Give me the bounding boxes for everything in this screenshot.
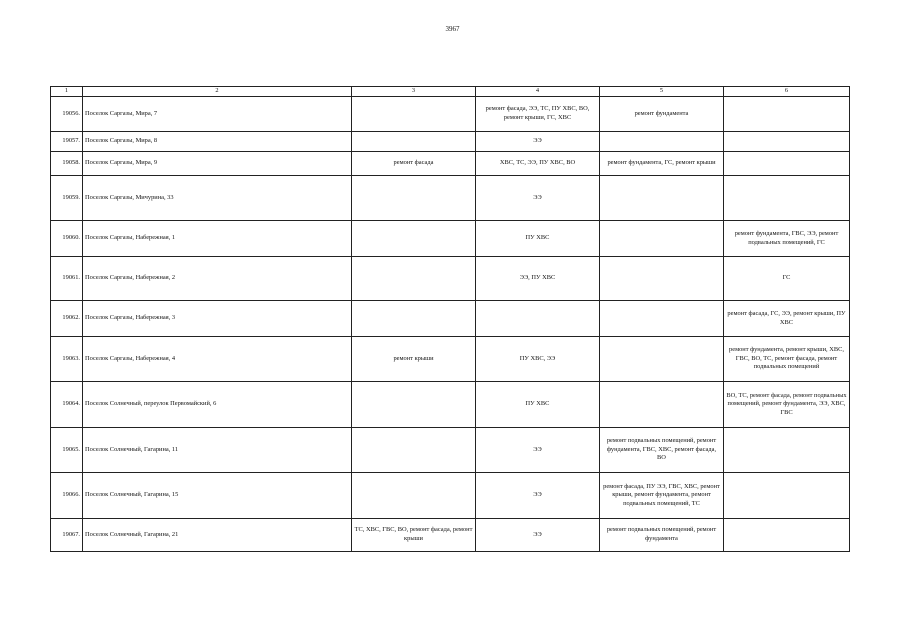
cell-col4: ПУ ХВС <box>476 221 600 257</box>
cell-col5 <box>600 221 724 257</box>
cell-col3 <box>352 97 476 132</box>
row-number: 19056. <box>51 97 83 132</box>
cell-col6: ремонт фасада, ГС, ЭЭ, ремонт крыши, ПУ ХВС <box>724 301 850 337</box>
page-number: 3967 <box>445 25 460 33</box>
cell-col5: ремонт фасада, ПУ ЭЭ, ГВС, ХВС, ремонт крыши, ремонт фундамента, ремонт подвальных помещений, ТС <box>600 473 724 519</box>
cell-col6: ремонт фундамента, ремонт крыши, ХВС, ГВС, ВО, ТС, ремонт фасада, ремонт подвальных помещений <box>724 337 850 382</box>
table-row <box>51 132 850 152</box>
cell-col6 <box>724 473 850 519</box>
cell-col4: ЭЭ <box>476 132 600 152</box>
cell-col3 <box>352 257 476 301</box>
cell-col4: ХВС, ТС, ЭЭ, ПУ ХВС, ВО <box>476 152 600 176</box>
table-row <box>51 152 850 176</box>
cell-col5 <box>600 257 724 301</box>
cell-col6 <box>724 519 850 552</box>
cell-col3: ремонт фасада <box>352 152 476 176</box>
cell-col6: ВО, ТС, ремонт фасада, ремонт подвальных помещений, ремонт фундамента, ЭЭ, ХВС, ГВС <box>724 382 850 428</box>
column-header: 1 <box>51 87 83 97</box>
table-row <box>51 382 850 428</box>
cell-col4: ПУ ХВС <box>476 382 600 428</box>
address-cell: Поселок Саргазы, Набережная, 2 <box>83 257 352 301</box>
row-number: 19064. <box>51 382 83 428</box>
cell-col6: ГС <box>724 257 850 301</box>
cell-col5 <box>600 132 724 152</box>
row-number: 19057. <box>51 132 83 152</box>
row-number: 19065. <box>51 428 83 473</box>
address-cell: Поселок Саргазы, Мичурина, 33 <box>83 176 352 221</box>
address-cell: Поселок Солнечный, Гагарина, 15 <box>83 473 352 519</box>
table-row <box>51 519 850 552</box>
column-header: 2 <box>83 87 352 97</box>
table-row <box>51 97 850 132</box>
cell-col4: ремонт фасада, ЭЭ, ТС, ПУ ХВС, ВО, ремонт крыши, ГС, ХВС <box>476 97 600 132</box>
table-row <box>51 301 850 337</box>
address-cell: Поселок Саргазы, Мира, 7 <box>83 97 352 132</box>
address-cell: Поселок Солнечный, переулок Первомайский, 6 <box>83 382 352 428</box>
table-row <box>51 257 850 301</box>
column-header: 5 <box>600 87 724 97</box>
column-header: 4 <box>476 87 600 97</box>
data-table <box>50 86 850 552</box>
address-cell: Поселок Саргазы, Набережная, 4 <box>83 337 352 382</box>
cell-col5 <box>600 301 724 337</box>
row-number: 19067. <box>51 519 83 552</box>
cell-col4: ЭЭ, ПУ ХВС <box>476 257 600 301</box>
table-row <box>51 221 850 257</box>
cell-col6: ремонт фундамента, ГВС, ЭЭ, ремонт подвальных помещений, ГС <box>724 221 850 257</box>
row-number: 19063. <box>51 337 83 382</box>
cell-col6 <box>724 97 850 132</box>
cell-col3: ремонт крыши <box>352 337 476 382</box>
cell-col5: ремонт фундамента, ГС, ремонт крыши <box>600 152 724 176</box>
cell-col6 <box>724 428 850 473</box>
row-number: 19059. <box>51 176 83 221</box>
cell-col4: ПУ ХВС, ЭЭ <box>476 337 600 382</box>
cell-col3 <box>352 221 476 257</box>
row-number: 19066. <box>51 473 83 519</box>
address-cell: Поселок Солнечный, Гагарина, 11 <box>83 428 352 473</box>
cell-col5 <box>600 337 724 382</box>
table-row <box>51 337 850 382</box>
cell-col3 <box>352 428 476 473</box>
row-number: 19060. <box>51 221 83 257</box>
cell-col6 <box>724 132 850 152</box>
cell-col3 <box>352 473 476 519</box>
cell-col3 <box>352 132 476 152</box>
cell-col3 <box>352 301 476 337</box>
cell-col3 <box>352 382 476 428</box>
cell-col5: ремонт фундамента <box>600 97 724 132</box>
cell-col5: ремонт подвальных помещений, ремонт фундамента, ГВС, ХВС, ремонт фасада, ВО <box>600 428 724 473</box>
header-row <box>51 87 850 97</box>
cell-col4: ЭЭ <box>476 176 600 221</box>
cell-col4 <box>476 301 600 337</box>
column-header: 3 <box>352 87 476 97</box>
row-number: 19058. <box>51 152 83 176</box>
table-row <box>51 473 850 519</box>
cell-col3 <box>352 176 476 221</box>
column-header: 6 <box>724 87 850 97</box>
table-row <box>51 428 850 473</box>
cell-col6 <box>724 152 850 176</box>
cell-col6 <box>724 176 850 221</box>
address-cell: Поселок Саргазы, Набережная, 3 <box>83 301 352 337</box>
table-row <box>51 176 850 221</box>
row-number: 19061. <box>51 257 83 301</box>
cell-col5 <box>600 176 724 221</box>
cell-col5: ремонт подвальных помещений, ремонт фундамента <box>600 519 724 552</box>
address-cell: Поселок Саргазы, Набережная, 1 <box>83 221 352 257</box>
address-cell: Поселок Саргазы, Мира, 9 <box>83 152 352 176</box>
cell-col5 <box>600 382 724 428</box>
address-cell: Поселок Саргазы, Мира, 8 <box>83 132 352 152</box>
row-number: 19062. <box>51 301 83 337</box>
cell-col3: ТС, ХВС, ГВС, ВО, ремонт фасада, ремонт крыши <box>352 519 476 552</box>
address-cell: Поселок Солнечный, Гагарина, 21 <box>83 519 352 552</box>
cell-col4: ЭЭ <box>476 519 600 552</box>
cell-col4: ЭЭ <box>476 428 600 473</box>
cell-col4: ЭЭ <box>476 473 600 519</box>
